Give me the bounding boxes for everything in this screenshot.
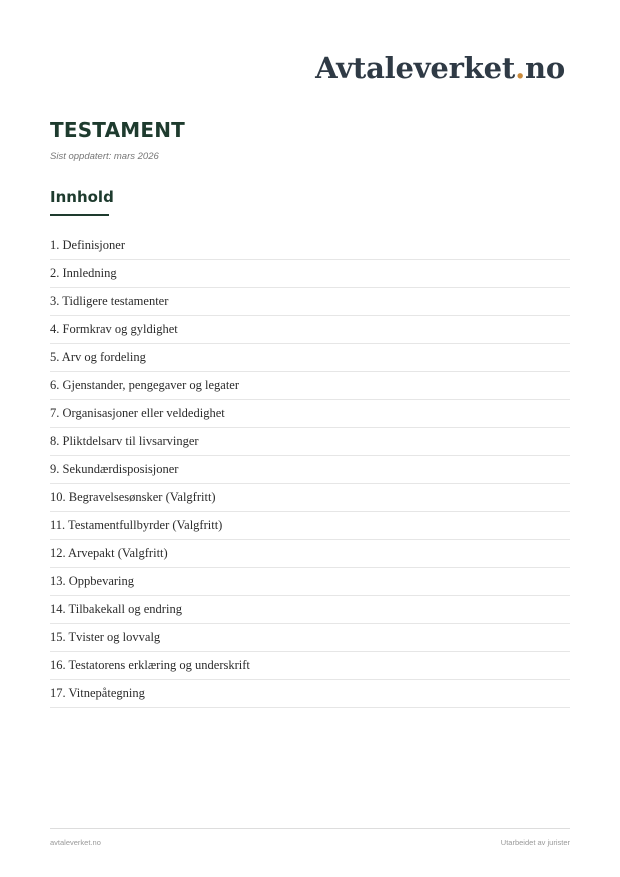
- toc-item-testators-erklaering[interactable]: 16. Testatorens erklæring og underskrift: [50, 652, 570, 680]
- toc-item-organisasjoner[interactable]: 7. Organisasjoner eller veldedighet: [50, 400, 570, 428]
- footer-site-link[interactable]: avtaleverket.no: [50, 838, 101, 847]
- site-logo: [315, 51, 565, 85]
- toc-item-innledning[interactable]: 2. Innledning: [50, 260, 570, 288]
- logo-tld: no: [524, 51, 565, 85]
- toc-item-sekundaerdisposisjoner[interactable]: 9. Sekundærdisposisjoner: [50, 456, 570, 484]
- toc-item-gjenstander[interactable]: 6. Gjenstander, pengegaver og legater: [50, 372, 570, 400]
- toc-item-tvister[interactable]: 15. Tvister og lovvalg: [50, 624, 570, 652]
- toc-item-formkrav[interactable]: 4. Formkrav og gyldighet: [50, 316, 570, 344]
- logo-dot: .: [515, 51, 525, 85]
- document-title: TESTAMENT: [50, 118, 186, 142]
- toc-item-pliktdelsarv[interactable]: 8. Pliktdelsarv til livsarvinger: [50, 428, 570, 456]
- toc-item-tilbakekall[interactable]: 14. Tilbakekall og endring: [50, 596, 570, 624]
- toc-item-arv-og-fordeling[interactable]: 5. Arv og fordeling: [50, 344, 570, 372]
- toc-item-definisjoner[interactable]: 1. Definisjoner: [50, 232, 570, 260]
- toc-heading: Innhold: [50, 188, 114, 206]
- toc-item-arvepakt[interactable]: 12. Arvepakt (Valgfritt): [50, 540, 570, 568]
- footer-divider: [50, 828, 570, 829]
- footer-credit: Utarbeidet av jurister: [500, 838, 570, 847]
- toc-item-vitnepategning[interactable]: 17. Vitnepåtegning: [50, 680, 570, 708]
- logo-name: Avtaleverket: [315, 51, 516, 85]
- toc-heading-underline: [50, 214, 109, 216]
- toc-item-tidligere-testamenter[interactable]: 3. Tidligere testamenter: [50, 288, 570, 316]
- toc-item-testamentfullbyrder[interactable]: 11. Testamentfullbyrder (Valgfritt): [50, 512, 570, 540]
- table-of-contents: [50, 232, 570, 708]
- last-updated-text: Sist oppdatert: mars 2026: [50, 151, 159, 162]
- toc-item-begravelsesonsker[interactable]: 10. Begravelsesønsker (Valgfritt): [50, 484, 570, 512]
- toc-item-oppbevaring[interactable]: 13. Oppbevaring: [50, 568, 570, 596]
